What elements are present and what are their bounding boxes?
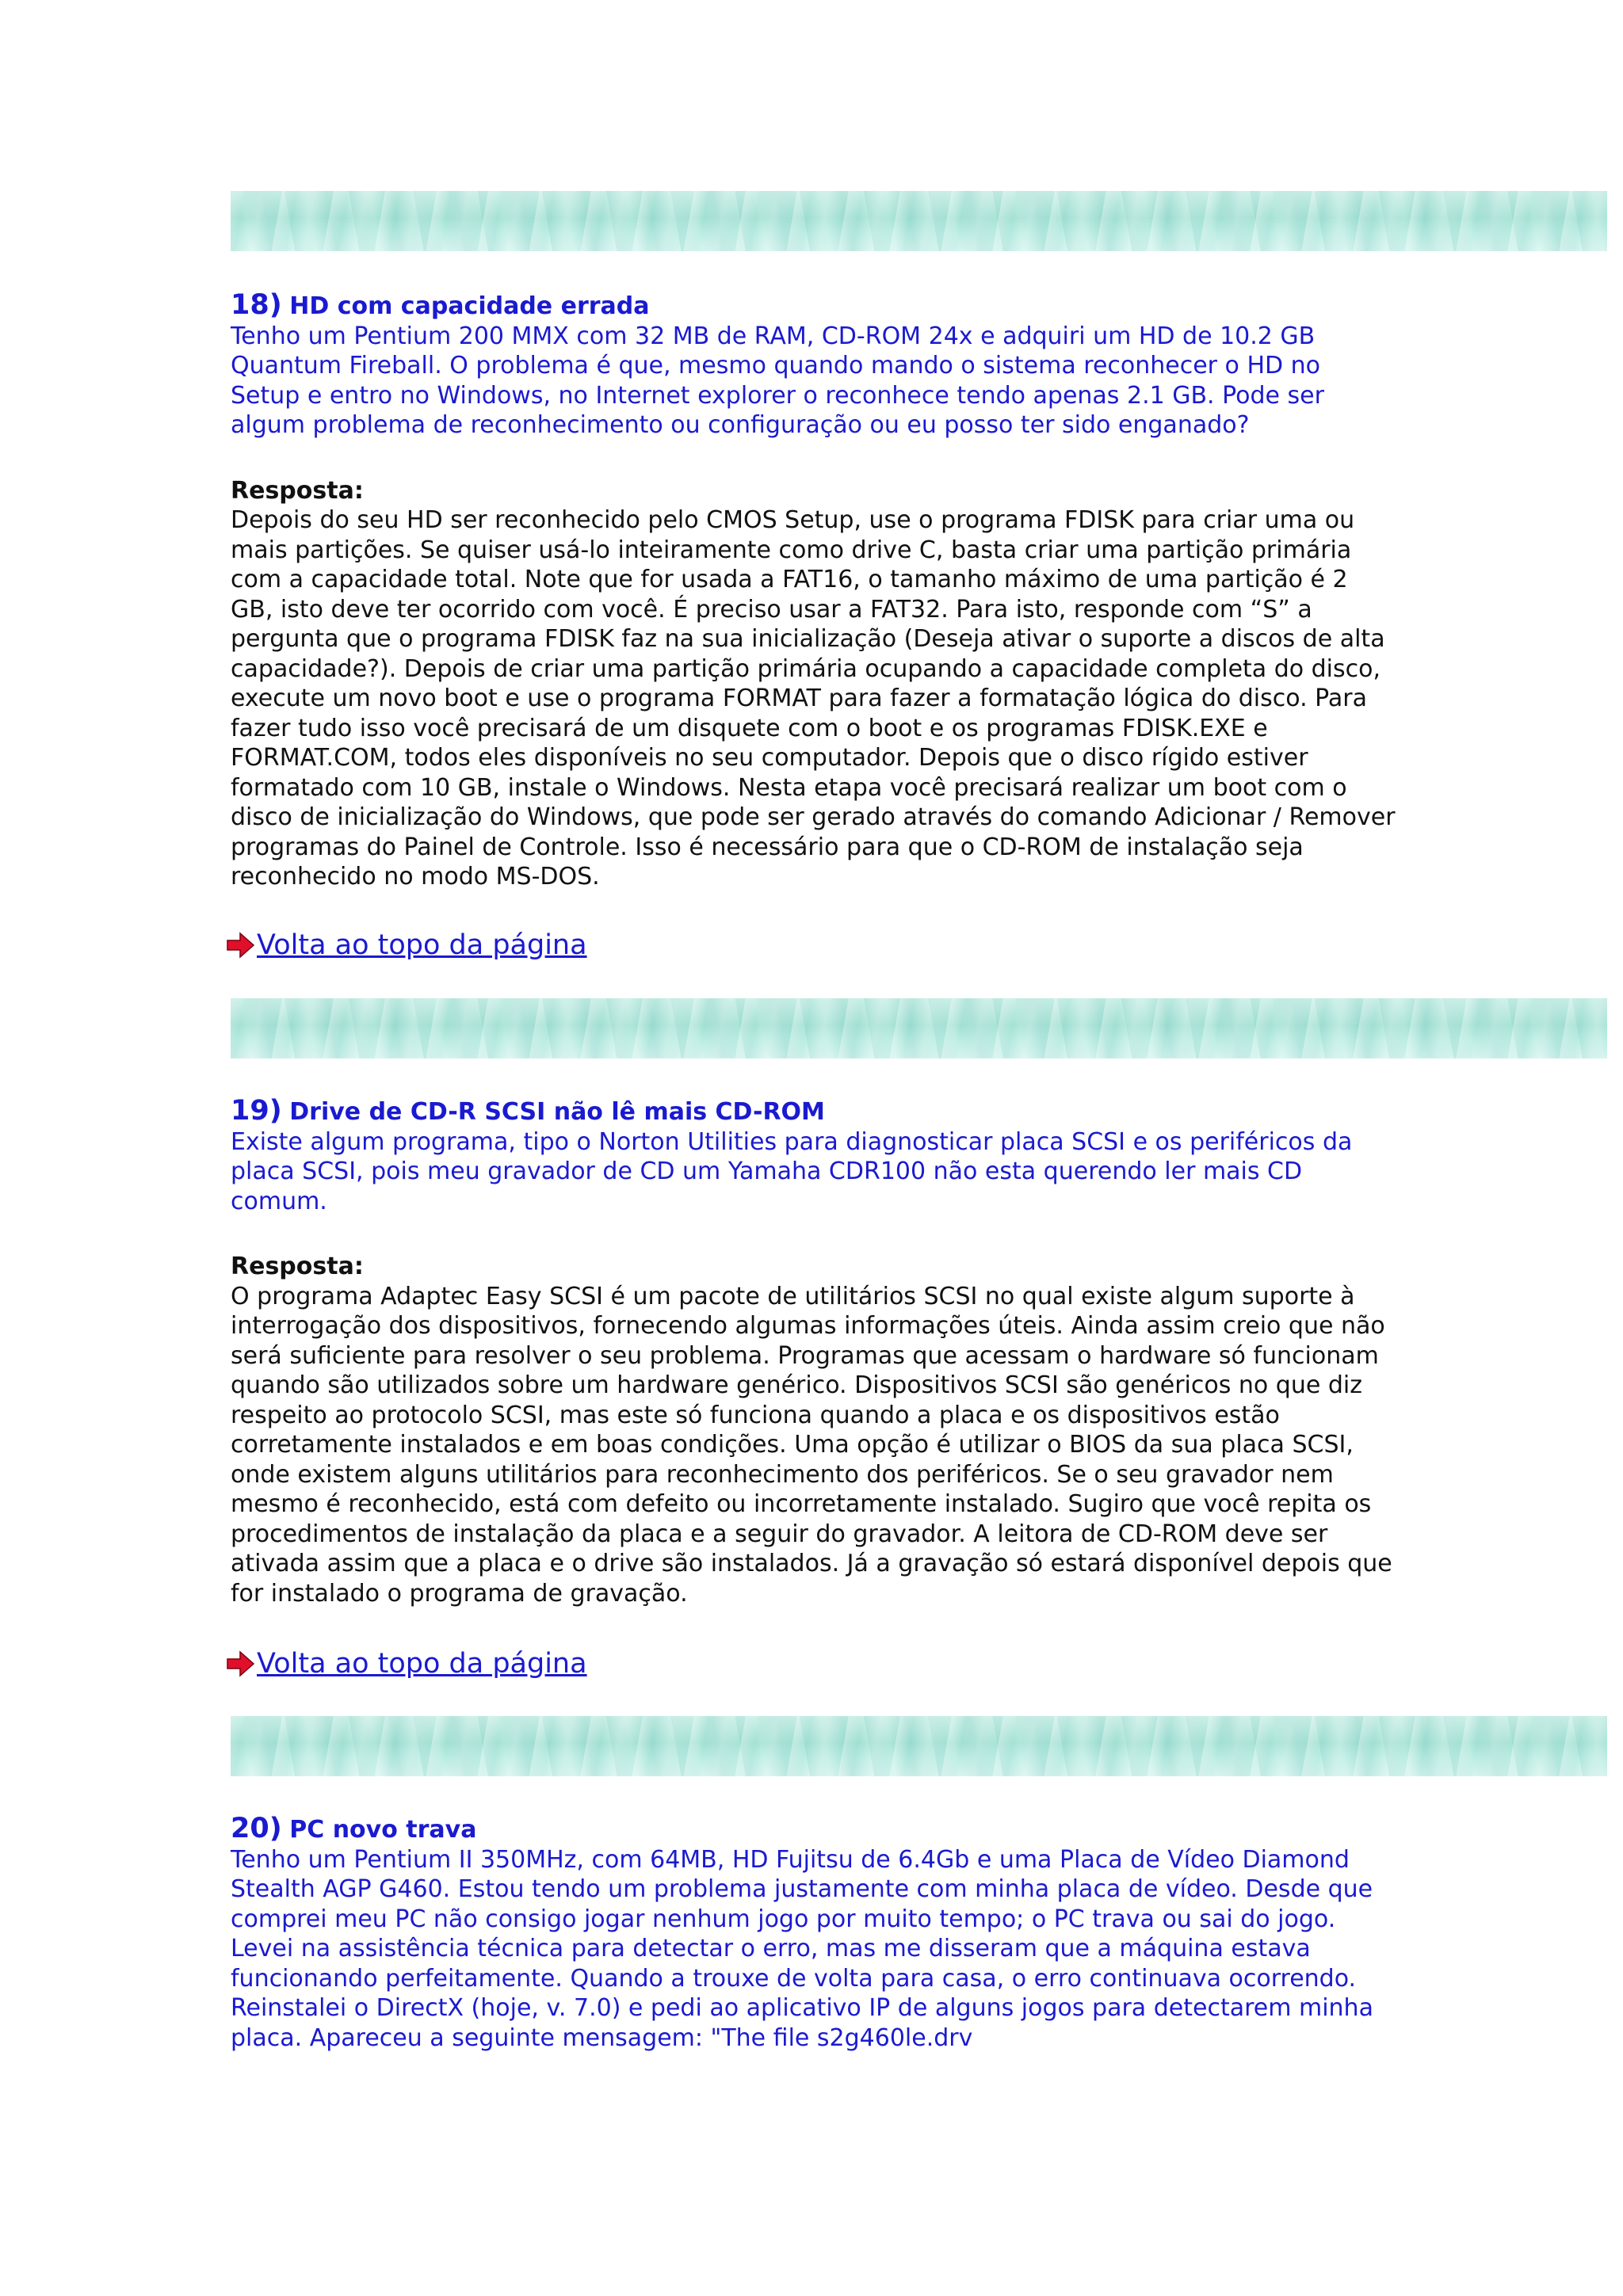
answer-text: Depois do seu HD ser reconhecido pelo CMOS Setup, use o programa FDISK para criar uma ou mais partições. Se quiser usá-lo inteiramente como drive C, basta criar uma partição primária com a capacidade total. Note que for usada a FAT16, o tamanho máximo de uma partição é 2 GB, isto deve ter ocorrido com você. É preciso usar a FAT32. Para isto, responde com “S” a pergunta que o programa FDISK faz na sua inicialização (Deseja ativar o suporte a discos de alta capacidade?). Depois de criar uma partição primária ocupando a capacidade completa do disco, execute um novo boot e use o programa FORMAT para fazer a formatação lógica do disco. Para fazer tudo isso você precisará de um disquete com o boot e os programas FDISK.EXE e FORMAT.COM, todos eles disponíveis no seu computador. Depois que o disco rígido estiver formatado com 10 GB, instale o Windows. Nesta etapa você precisará realizar um boot com o disco de inicialização do Windows, que pode ser gerado através do comando Adicionar / Remover programas do Painel de Controle. Isso é necessário para que o CD-ROM de instalação seja reconhecido no modo MS-DOS.: [231, 506, 1396, 891]
question-text: Tenho um Pentium II 350MHz, com 64MB, HD Fujitsu de 6.4Gb e uma Placa de Vídeo Diamond Stealth AGP G460. Estou tendo um problema justamente com minha placa de vídeo. Desde que comprei meu PC não consigo jogar nenhum jogo por muito tempo; o PC trava ou sai do jogo. Levei na assistência técnica para detectar o erro, mas me disseram que a máquina estava funcionando perfeitamente. Quando a trouxe de volta para casa, o erro continuava ocorrendo. Reinstalei o DirectX (hoje, v. 7.0) e pedi ao aplicativo IP de alguns jogos para detectarem minha placa. Apareceu a seguinte mensagem: "The file s2g460le.drv: [231, 1845, 1373, 2052]
question-heading: [231, 291, 1396, 322]
back-to-top-link[interactable]: [227, 928, 587, 963]
faq-item-18: [231, 291, 1396, 892]
answer-text: O programa Adaptec Easy SCSI é um pacote de utilitários SCSI no qual existe algum suporte à interrogação dos dispositivos, fornecendo algumas informações úteis. Ainda assim creio que não será suficiente para resolver o seu problema. Programas que acessam o hardware só funcionam quando são utilizados sobre um hardware genérico. Dispositivos SCSI são genéricos no que diz respeito ao protocolo SCSI, mas este só funciona quando a placa e os dispositivos estão corretamente instalados e em boas condições. Uma opção é utilizar o BIOS da sua placa SCSI, onde existem alguns utilitários para reconhecimento dos periféricos. Se o seu gravador nem mesmo é reconhecido, está com defeito ou incorretamente instalado. Sugiro que você repita os procedimentos de instalação da placa e a seguir do gravador. A leitora de CD-ROM deve ser ativada assim que a placa e o drive são instalados. Já a gravação só estará disponível depois que for instalado o programa de gravação.: [231, 1282, 1392, 1608]
question-title: HD com capacidade errada: [289, 292, 650, 320]
faq-item-20: [231, 1814, 1396, 2053]
back-to-top-link[interactable]: [227, 1646, 587, 1681]
question-text: Existe algum programa, tipo o Norton Utilities para diagnosticar placa SCSI e os periféricos da placa SCSI, pois meu gravador de CD um Yamaha CDR100 não esta querendo ler mais CD comum.: [231, 1127, 1353, 1215]
answer-label: Resposta:: [231, 1253, 364, 1280]
answer-label: Resposta:: [231, 476, 364, 505]
back-to-top-label[interactable]: Volta ao topo da página: [257, 929, 587, 961]
question-heading: [231, 1814, 1396, 1845]
back-to-top-label[interactable]: Volta ao topo da página: [257, 1648, 587, 1680]
question-number: 19): [231, 1095, 282, 1127]
question-title: Drive de CD-R SCSI não lê mais CD-ROM: [289, 1098, 825, 1126]
question-heading: [231, 1097, 1396, 1127]
question-text: Tenho um Pentium 200 MMX com 32 MB de RAM, CD-ROM 24x e adquiri um HD de 10.2 GB Quantum Fireball. O problema é que, mesmo quando mando o sistema reconhecer o HD no Setup e entro no Windows, no Internet explorer o reconhece tendo apenas 2.1 GB. Pode ser algum problema de reconhecimento ou configuração ou eu posso ter sido enganado?: [231, 322, 1324, 439]
question-number: 18): [231, 289, 282, 321]
section-divider-banner: [231, 998, 1607, 1058]
section-divider-banner: [231, 1716, 1607, 1776]
faq-item-19: [231, 1097, 1396, 1608]
section-divider-banner: [231, 191, 1607, 251]
question-number: 20): [231, 1813, 282, 1844]
red-arrow-icon: [227, 1650, 255, 1678]
red-arrow-icon: [227, 931, 255, 959]
question-title: PC novo trava: [289, 1816, 477, 1844]
